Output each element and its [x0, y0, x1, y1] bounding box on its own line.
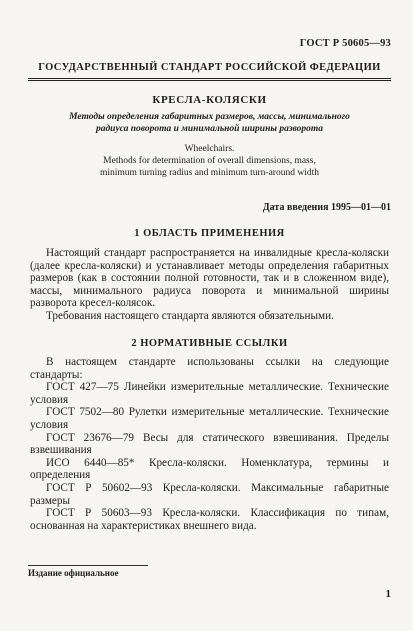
- paragraph: Настоящий стандарт распространяется на инвалидные кресла-коляски (далее кресла-коляски) и устанавливает методы определения габаритных размеров (как в состоянии полной готовности, так и в сложенном виде), массы, минимального радиуса поворота и минимальной ширины разворота кресел-колясок.: [30, 247, 389, 310]
- subtitle-line: Wheelchairs.: [184, 144, 235, 154]
- reference-item: ГОСТ 23676—79 Весы для статического взвешивания. Пределы взвешивания: [30, 431, 389, 457]
- subtitle-russian: [40, 111, 379, 135]
- title-rule: [28, 78, 391, 79]
- page-number: 1: [385, 588, 391, 600]
- footnote-rule: [28, 565, 148, 566]
- standard-title: ГОСУДАРСТВЕННЫЙ СТАНДАРТ РОССИЙСКОЙ ФЕДЕРАЦИИ: [38, 62, 381, 73]
- introduction-date: Дата введения 1995—01—01: [262, 202, 391, 213]
- paragraph: В настоящем стандарте использованы ссылки на следующие стандарты:: [30, 356, 389, 381]
- subtitle-line: Методы определения габаритных размеров, массы, минимального: [69, 112, 350, 122]
- subtitle-line: Methods for determination of overall dimensions, mass,: [103, 156, 316, 166]
- reference-item: ИСО 6440—85* Кресла-коляски. Номенклатура, термины и определения: [30, 456, 389, 482]
- reference-item: ГОСТ 7502—80 Рулетки измерительные металлические. Технические условия: [30, 406, 389, 431]
- gost-code: ГОСТ Р 50605—93: [299, 38, 391, 49]
- subtitle-line: minimum turning radius and minimum turn-around width: [99, 168, 319, 178]
- reference-item: ГОСТ 427—75 Линейки измерительные металлические. Технические условия: [30, 381, 389, 406]
- title-rule: [28, 80, 391, 81]
- subtitle-line: радиуса поворота и минимальной ширины разворота: [95, 124, 324, 134]
- document-title: КРЕСЛА-КОЛЯСКИ: [152, 94, 267, 106]
- edition-note: Издание официальное: [28, 568, 119, 578]
- section-body-references: [30, 356, 389, 532]
- section-heading-references: 2 НОРМАТИВНЫЕ ССЫЛКИ: [131, 338, 288, 349]
- reference-item: ГОСТ Р 50602—93 Кресла-коляски. Максимальные габаритные размеры: [30, 481, 389, 507]
- section-body-scope: [30, 247, 389, 323]
- section-heading-scope: 1 ОБЛАСТЬ ПРИМЕНЕНИЯ: [134, 228, 285, 239]
- paragraph: Требования настоящего стандарта являются обязательными.: [46, 309, 334, 322]
- subtitle-english: [36, 143, 383, 179]
- reference-item: ГОСТ Р 50603—93 Кресла-коляски. Классификация по типам, основанная на характеристиках внешнего вида.: [30, 507, 389, 532]
